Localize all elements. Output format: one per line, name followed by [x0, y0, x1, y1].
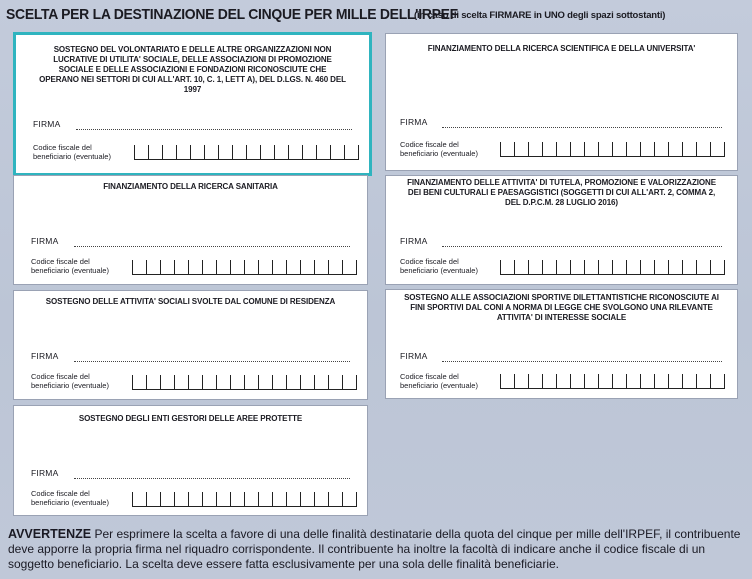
firma-label: FIRMA — [400, 351, 428, 361]
codice-fiscale-boxes[interactable] — [132, 375, 357, 390]
section-beni-culturali[interactable] — [385, 175, 738, 285]
section-title: SOSTEGNO DELLE ATTIVITA' SOCIALI SVOLTE DAL COMUNE DI RESIDENZA — [45, 297, 336, 306]
section-title: FINANZIAMENTO DELLE ATTIVITA' DI TUTELA, PROMOZIONE E VALORIZZAZIONE DEI BENI CULTURALI E PAESAGGISTICI (SOGGETTI DI CUI ALL'ART. 2, COMMA 2, DEL D.P.C.M. 28 LUGLIO 2016) — [407, 178, 716, 207]
section-title: SOSTEGNO DEL VOLONTARIATO E DELLE ALTRE ORGANIZZAZIONI NON LUCRATIVE DI UTILITA' SOCIALE, DELLE ASSOCIAZIONI DI PROMOZIONE SOCIALE E DELLE ASSOCIAZIONI E FONDAZIONI RICONOSCIUTE CHE OPERANO NEI SETTORI DI CUI ALL'ART. 10, C. 1, LETT A), DEL D.LGS. N. 460 DEL 1997 — [39, 45, 346, 94]
firma-label: FIRMA — [31, 351, 59, 361]
firma-signature-line[interactable] — [74, 478, 350, 479]
codice-fiscale-label: Codice fiscale del beneficiario (eventuale) — [31, 372, 109, 390]
codice-fiscale-boxes[interactable] — [500, 260, 725, 275]
codice-fiscale-label: Codice fiscale del beneficiario (eventuale) — [33, 143, 111, 161]
firma-label: FIRMA — [33, 119, 61, 129]
codice-fiscale-boxes[interactable] — [132, 492, 357, 507]
firma-signature-line[interactable] — [76, 129, 352, 130]
firma-signature-line[interactable] — [442, 127, 722, 128]
codice-fiscale-boxes[interactable] — [132, 260, 357, 275]
codice-fiscale-label: Codice fiscale del beneficiario (eventuale) — [400, 140, 478, 158]
codice-fiscale-boxes[interactable] — [500, 142, 725, 157]
codice-fiscale-label: Codice fiscale del beneficiario (eventuale) — [31, 257, 109, 275]
codice-fiscale-label: Codice fiscale del beneficiario (eventuale) — [31, 489, 109, 507]
firma-signature-line[interactable] — [74, 246, 350, 247]
section-title: FINANZIAMENTO DELLA RICERCA SANITARIA — [103, 182, 278, 191]
section-comune-residenza[interactable] — [13, 290, 368, 400]
section-volontariato[interactable] — [13, 32, 372, 176]
avvertenze-heading: AVVERTENZE — [8, 527, 92, 541]
form-subtitle: (in caso di scelta FIRMARE in UNO degli spazi sottostanti) — [414, 10, 666, 21]
firma-signature-line[interactable] — [74, 361, 350, 362]
section-ricerca-sanitaria[interactable] — [13, 175, 368, 285]
section-title: SOSTEGNO ALLE ASSOCIAZIONI SPORTIVE DILETTANTISTICHE RICONOSCIUTE AI FINI SPORTIVI DAL CONI A NORMA DI LEGGE CHE SVOLGONO UNA RILEVANTE ATTIVITA' DI INTERESSE SOCIALE — [404, 293, 719, 322]
codice-fiscale-label: Codice fiscale del beneficiario (eventuale) — [400, 372, 478, 390]
firma-label: FIRMA — [31, 468, 59, 478]
section-ricerca-scientifica[interactable] — [385, 33, 738, 171]
firma-label: FIRMA — [400, 117, 428, 127]
section-title: FINANZIAMENTO DELLA RICERCA SCIENTIFICA E DELLA UNIVERSITA' — [427, 44, 696, 53]
firma-signature-line[interactable] — [442, 246, 722, 247]
avvertenze-note — [8, 527, 748, 572]
section-aree-protette[interactable] — [13, 405, 368, 516]
section-associazioni-sportive[interactable] — [385, 289, 738, 399]
avvertenze-text: Per esprimere la scelta a favore di una delle finalità destinatarie della quota del cinque per mille dell'IRPEF, il contribuente deve apporre la propria firma nel riquadro corrispondente. Il contribuente ha inoltre la facoltà di indicare anche il codice fiscale di un soggetto beneficiario. La scelta deve essere fatta esclusivamente per una sola delle finalità beneficiarie. — [8, 527, 741, 571]
firma-label: FIRMA — [400, 236, 428, 246]
firma-label: FIRMA — [31, 236, 59, 246]
codice-fiscale-label: Codice fiscale del beneficiario (eventuale) — [400, 257, 478, 275]
section-title: SOSTEGNO DEGLI ENTI GESTORI DELLE AREE PROTETTE — [78, 414, 303, 423]
form-title: SCELTA PER LA DESTINAZIONE DEL CINQUE PER MILLE DELL'IRPEF — [6, 6, 458, 23]
firma-signature-line[interactable] — [442, 361, 722, 362]
form-header — [6, 6, 750, 28]
codice-fiscale-boxes[interactable] — [500, 374, 725, 389]
codice-fiscale-boxes[interactable] — [134, 145, 359, 160]
